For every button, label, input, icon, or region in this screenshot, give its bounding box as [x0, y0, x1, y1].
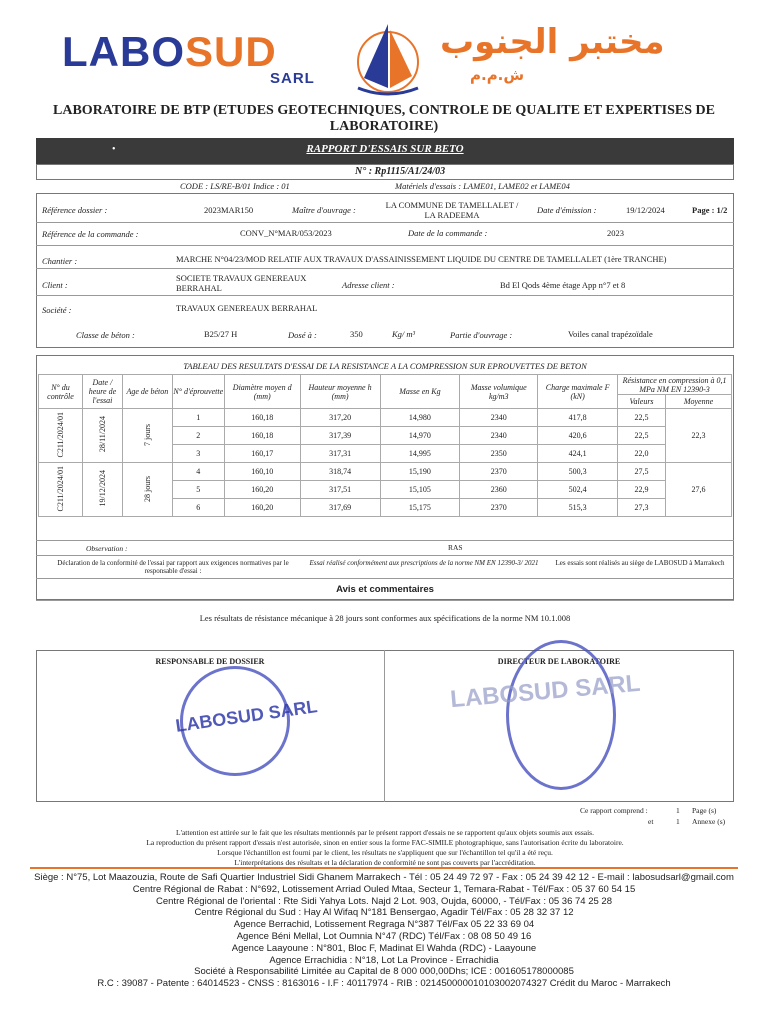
societe-label: Société : — [42, 305, 72, 315]
avis-title: Avis et commentaires — [336, 584, 434, 595]
divider — [36, 600, 734, 601]
stamp-right-text: LABOSUD SARL — [449, 669, 642, 714]
col-eprouvette: N° d'éprouvette — [172, 375, 224, 409]
observation-label: Observation : — [86, 544, 128, 553]
date-emission-value: 19/12/2024 — [626, 205, 665, 215]
ref-dossier-value: 2023MAR150 — [204, 205, 254, 215]
moyenne-cell: 22,3 — [666, 409, 732, 463]
divider — [384, 650, 385, 802]
page-indicator: Page : 1/2 — [692, 205, 728, 215]
table-title: TABLEAU DES RESULTATS D'ESSAI DE LA RESISTANCE A LA COMPRESSION SUR EPROUVETTES DE BETON — [183, 361, 587, 371]
logo-arabic-sub: ش.م.م — [470, 66, 525, 84]
col-age: Age de béton — [122, 375, 172, 409]
divider — [36, 268, 734, 269]
date-emission-label: Date d'émission : — [537, 205, 597, 215]
table-row: C211/2024/01 19/12/2024 28 jours 4 160,10 318,74 15,190 2370 500,3 27,5 27,6 — [39, 463, 732, 481]
divider — [36, 222, 734, 223]
col-masse: Masse en Kg — [380, 375, 460, 409]
col-charge: Charge maximale F (kN) — [538, 375, 618, 409]
classe-value: B25/27 H — [204, 329, 238, 339]
client-value: SOCIETE TRAVAUX GENEREAUX BERRAHAL — [176, 273, 307, 293]
maitre-ouvrage-label: Maître d'ouvrage : — [292, 205, 356, 215]
table-row: 5 160,20 317,51 15,105 2360 502,4 22,9 — [39, 481, 732, 499]
col-valeurs: Valeurs — [618, 395, 666, 409]
client-label: Client : — [42, 280, 68, 290]
stamp-left-text: LABOSUD SARL — [174, 696, 319, 736]
annexe-label: Annexe (s) — [692, 817, 726, 826]
adresse-label: Adresse client : — [342, 280, 395, 290]
essais-lieu: Les essais sont réalisés au siège de LABOSUD à Marrakech — [555, 559, 725, 567]
footer-addresses: Siège : N°75, Lot Maazouzia, Route de Safi Quartier Industriel Sidi Ghanem Marrakech - Tél : 05 24 49 72 97 - Fax : 05 24 39 42 12 - E-mail : labosudsarl@gmail.com Centre Régional de Rabat : N°692, Lotissement Arriad Ouled Mtaa, Secteur 1, Temara-Rabat - Tél/Fax : 05 37 60 54 15 Centre Régional de l'oriental : Rte Sidi Yahya Lots. Najd 2 Lot. 903, Oujda, 60000, - Tél/Fax : 05 36 74 25 28 Centre Régional du Sud : Hay Al Wifaq N°181 Bensergao, Agadir Tél/Fax : 05 28 32 37 12 Agence Berrachid, Lotissement Regraga N°387 Tél/Fax 05 22 33 69 04 Agence Béni Mellal, Lot Oumnia N°47 (RDC) Tél/Fax : 08 08 50 49 16 Agence Laayoune : N°801, Bloc F, Madinat El Wahda (RDC) - Laayoune Agence Errachidia : N°18, Lot La Province - Errachidia Société à Responsabilité Limitée au Capital de 8 000 000,00Dhs; ICE : 001605178000085 R.C : 39087 - Patente : 64014523 - CNSS : 8163016 - I.F : 40117974 - RIB : 021450000010103002074327 Crédit du Maroc - Marrakech — [34, 872, 734, 990]
dose-unit: Kg/ m³ — [392, 329, 416, 339]
classe-label: Classe de béton : — [76, 330, 135, 340]
declaration-label: Déclaration de la conformité de l'essai par rapport aux exigences normatives par le responsable d'essai : — [57, 559, 289, 575]
ref-commande-label: Référence de la commande : — [42, 229, 139, 239]
date-commande-label: Date de la commande : — [408, 228, 488, 238]
results-table — [38, 374, 732, 517]
avis-text: Les résultats de résistance mécanique à 28 jours sont conformes aux spécifications de la norme NM 10.1.008 — [199, 613, 571, 623]
date-commande-value: 2023 — [607, 228, 624, 238]
et-label: et — [648, 817, 654, 826]
sail-logo-icon — [352, 18, 424, 98]
partie-label: Partie d'ouvrage : — [450, 330, 513, 340]
ref-dossier-label: Référence dossier : — [42, 205, 108, 215]
divider — [36, 555, 734, 556]
col-volumique: Masse volumique kg/m3 — [460, 375, 538, 409]
dose-label: Dosé à : — [288, 330, 317, 340]
logo-arabic: مختبر الجنوب — [440, 22, 665, 62]
observation-value: RAS — [448, 543, 463, 552]
annexe-count: 1 — [676, 817, 680, 826]
footer-rule — [30, 867, 738, 869]
table-row: C211/2024/01 28/11/2024 7 jours 1 160,18 317,20 14,980 2340 417,8 22,5 22,3 — [39, 409, 732, 427]
ref-commande-value: CONV_N°MAR/053/2023 — [240, 228, 332, 238]
societe-value: TRAVAUX GENEREAUX BERRAHAL — [176, 303, 318, 313]
col-controle: N° du contrôle — [39, 375, 83, 409]
divider — [36, 578, 734, 579]
rapport-comprend: Ce rapport comprend : — [580, 806, 648, 815]
chantier-label: Chantier : — [42, 256, 78, 266]
dose-value: 350 — [350, 329, 363, 339]
directeur-label: DIRECTEUR DE LABORATOIRE — [497, 657, 621, 666]
page-count: 1 — [676, 806, 680, 815]
report-materials: Matériels d'essais : LAME01, LAME02 et LAME04 — [395, 181, 570, 191]
report-code: CODE : LS/RE-B/01 Indice : 01 — [180, 181, 290, 191]
lab-title: LABORATOIRE DE BTP (ETUDES GEOTECHNIQUES, CONTROLE DE QUALITE ET EXPERTISES DE LABORATOIRE) — [53, 103, 715, 134]
disclaimer-notes: L'attention est attirée sur le fait que les résultats mentionnés par le présent rapport d'essais ne se rapportent qu'aux objets soumis aux essais. La reproduction du présent rapport d'essais n'est autorisée, sinon en entier sous la forme FAC-SIMILE photographique, sans l'autorisation écrite du laboratoire. Lorsque l'échantillon est fourni par le client, les résultats ne s'appliquent que sur l'échantillon tel qu'il a été reçu. L'interprétations des résultats et la déclaration de conformité ne sont pas couverts par l'accréditation. — [146, 828, 624, 867]
moyenne-cell: 27,6 — [666, 463, 732, 517]
divider — [36, 295, 734, 296]
maitre-ouvrage-value: LA COMMUNE DE TAMELLALET / LA RADEEMA — [385, 200, 519, 220]
adresse-value: Bd El Qods 4ème étage App n°7 et 8 — [500, 280, 626, 290]
report-title-bar: RAPPORT D'ESSAIS SUR BETO — [36, 138, 734, 164]
bar-bullet: • — [112, 144, 116, 155]
logo-text: LABOSUD — [62, 28, 277, 75]
col-hauteur: Hauteur moyenne h (mm) — [300, 375, 380, 409]
declaration-value: Essai réalisé conformément aux prescriptions de la norme NM EN 12390-3/ 2021 — [309, 559, 539, 567]
report-number: N° : Rp1115/A1/24/03 — [355, 166, 446, 177]
table-row: 2 160,18 317,39 14,970 2340 420,6 22,5 — [39, 427, 732, 445]
page-count-label: Page (s) — [692, 806, 717, 815]
chantier-value: MARCHE N°04/23/MOD RELATIF AUX TRAVAUX D'ASSAINISSEMENT LIQUIDE DU CENTRE DE TAMELLALET (1ère TRANCHE) — [176, 254, 667, 264]
table-row: 3 160,17 317,31 14,995 2350 424,1 22,0 — [39, 445, 732, 463]
col-diametre: Diamètre moyen d (mm) — [224, 375, 300, 409]
col-moyenne: Moyenne — [666, 395, 732, 409]
col-resistance: Résistance en compression à 0,1 MPa NM EN 12390-3 — [618, 375, 732, 395]
logo-sarl: SARL — [270, 70, 315, 87]
divider — [36, 245, 734, 246]
col-date: Date / heure de l'essai — [82, 375, 122, 409]
divider — [36, 540, 734, 541]
stamp-right — [506, 640, 616, 790]
partie-value: Voiles canal trapézoïdale — [568, 329, 653, 339]
responsable-label: RESPONSABLE DE DOSSIER — [155, 657, 265, 666]
table-row: 6 160,20 317,69 15,175 2370 515,3 27,3 — [39, 499, 732, 517]
